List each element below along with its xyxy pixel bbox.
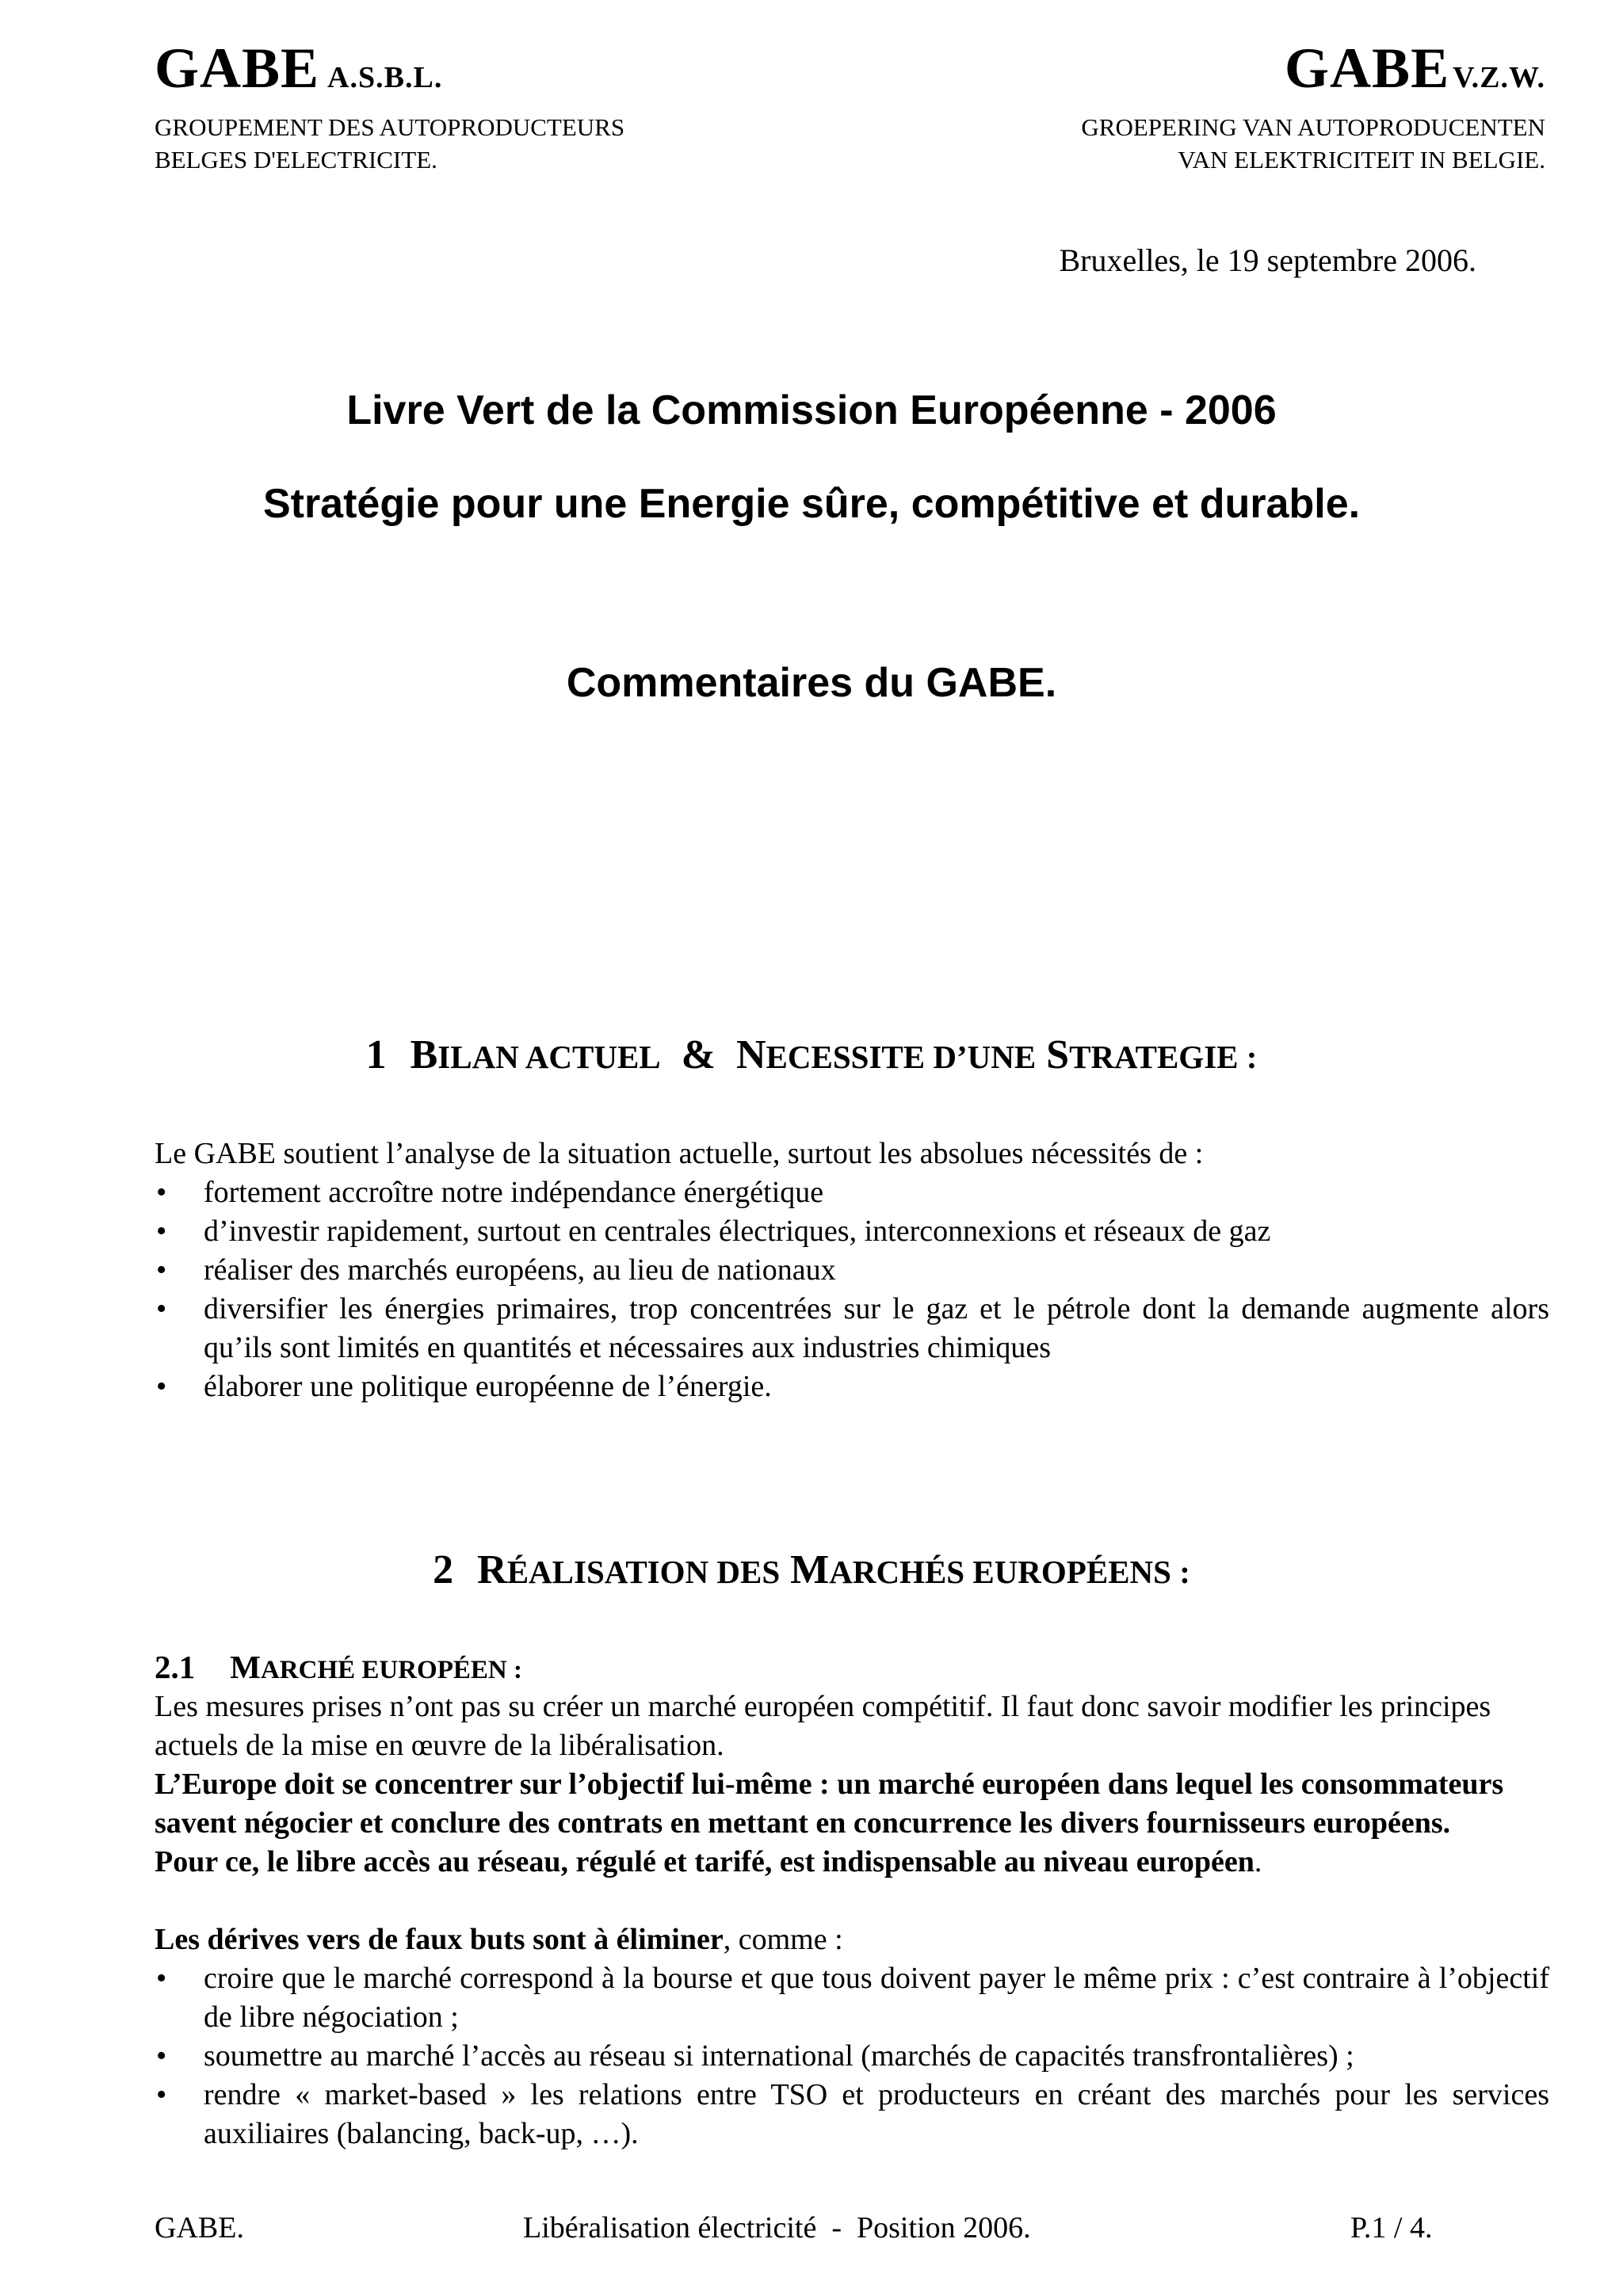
letterhead-right xyxy=(1081,36,1545,176)
list-item: • diversifier les énergies primaires, trop concentrées sur le gaz et le pétrole dont la demande augmente alors qu’ils sont limités en quantités et nécessaires aux industries chimiques xyxy=(155,1290,1549,1367)
title-line-3: Commentaires du GABE. xyxy=(566,660,1057,706)
subsection-number: 2.1 xyxy=(155,1649,196,1685)
heading-part: ECESSITE D’UNE xyxy=(766,1039,1037,1075)
section-1-intro: Le GABE soutient l’analyse de la situation actuelle, surtout les absolues nécessités de : xyxy=(155,1137,1204,1170)
org-acronym: GABE xyxy=(155,36,320,100)
heading-part: ÉALISATION DES xyxy=(506,1554,781,1590)
title-line-1: Livre Vert de la Commission Européenne - 2006 xyxy=(346,387,1277,433)
heading-part: R xyxy=(477,1547,507,1592)
footer-left: GABE. xyxy=(155,2211,244,2245)
heading-part: ARCHÉS EUROPÉENS : xyxy=(829,1554,1190,1590)
list-item: • rendre « market-based » les relations entre TSO et producteurs en créant des marchés pour les services auxiliaires (balancing, back-up, …). xyxy=(155,2076,1549,2153)
list-item: • croire que le marché correspond à la bourse et que tous doivent payer le même prix : c’est contraire à l’objectif de libre négociation ; xyxy=(155,1959,1549,2037)
bold-text: Les dérives vers de faux buts sont à éliminer xyxy=(155,1923,724,1956)
section-number: 2 xyxy=(433,1547,454,1592)
heading-part: & xyxy=(660,1032,736,1077)
bold-paragraph: L’Europe doit se concentrer sur l’objectif lui-même : un marché européen dans lequel les consommateurs savent négocier et conclure des contrats en mettant en concurrence les divers fournisseurs européens. xyxy=(155,1768,1504,1840)
org-acronym: GABE xyxy=(1285,36,1450,100)
list-item: • réaliser des marchés européens, au lieu de nationaux xyxy=(155,1251,1549,1290)
section-1-bullet-list xyxy=(155,1173,1549,1406)
bold-paragraph xyxy=(155,1843,1549,1882)
text: . xyxy=(1254,1845,1262,1878)
heading-part: N xyxy=(735,1032,766,1077)
heading-part: ILAN ACTUEL xyxy=(437,1039,661,1075)
heading-part: S xyxy=(1036,1032,1070,1077)
letterhead-left xyxy=(155,36,625,176)
title-line-2: Stratégie pour une Energie sûre, compétitive et durable. xyxy=(262,481,1361,527)
org-legal-form: V.Z.W. xyxy=(1453,61,1545,94)
section-number: 1 xyxy=(365,1032,387,1077)
bold-text: Pour ce, le libre accès au réseau, régulé et tarifé, est indispensable au niveau européen xyxy=(155,1845,1254,1878)
heading-part: ARCHÉ EUROPÉEN : xyxy=(260,1656,522,1684)
org-name-fr xyxy=(155,36,624,100)
heading-part: M xyxy=(230,1649,261,1685)
org-legal-form: A.S.B.L. xyxy=(327,61,443,94)
section-2-heading xyxy=(0,1547,1623,1593)
org-name-nl xyxy=(1081,36,1545,100)
list-item: • fortement accroître notre indépendance énergétique xyxy=(155,1173,1549,1212)
footer-center: Libéralisation électricité - Position 2006. xyxy=(523,2211,1031,2245)
org-line-2: BELGES D'ELECTRICITE. xyxy=(155,146,437,174)
list-item: • élaborer une politique européenne de l’énergie. xyxy=(155,1367,1549,1406)
org-line-1: GROUPEMENT DES AUTOPRODUCTEURS xyxy=(155,113,625,141)
section-1-heading xyxy=(0,1032,1623,1078)
subsection-2-1-heading xyxy=(155,1648,522,1686)
heading-part: TRATEGIE : xyxy=(1069,1039,1258,1075)
heading-part: B xyxy=(410,1032,438,1077)
document-date: Bruxelles, le 19 septembre 2006. xyxy=(1059,242,1476,278)
text: , comme : xyxy=(723,1923,843,1956)
org-line-1: GROEPERING VAN AUTOPRODUCENTEN xyxy=(1081,113,1545,141)
section-1-body xyxy=(155,1135,1549,1406)
heading-part: M xyxy=(780,1547,830,1592)
list-item: • d’investir rapidement, surtout en centrales électriques, interconnexions et réseaux de gaz xyxy=(155,1212,1549,1251)
subsection-2-1-body xyxy=(155,1688,1549,2153)
paragraph: Les mesures prises n’ont pas su créer un marché européen compétitif. Il faut donc savoir modifier les principes actuels de la mise en œuvre de la libéralisation. xyxy=(155,1690,1491,1762)
footer-page-number: P.1 / 4. xyxy=(1350,2211,1433,2245)
derives-intro xyxy=(155,1920,1549,1959)
derives-bullet-list xyxy=(155,1959,1549,2153)
org-line-2: VAN ELEKTRICITEIT IN BELGIE. xyxy=(1178,146,1545,174)
list-item: • soumettre au marché l’accès au réseau si international (marchés de capacités transfrontalières) ; xyxy=(155,2037,1549,2076)
